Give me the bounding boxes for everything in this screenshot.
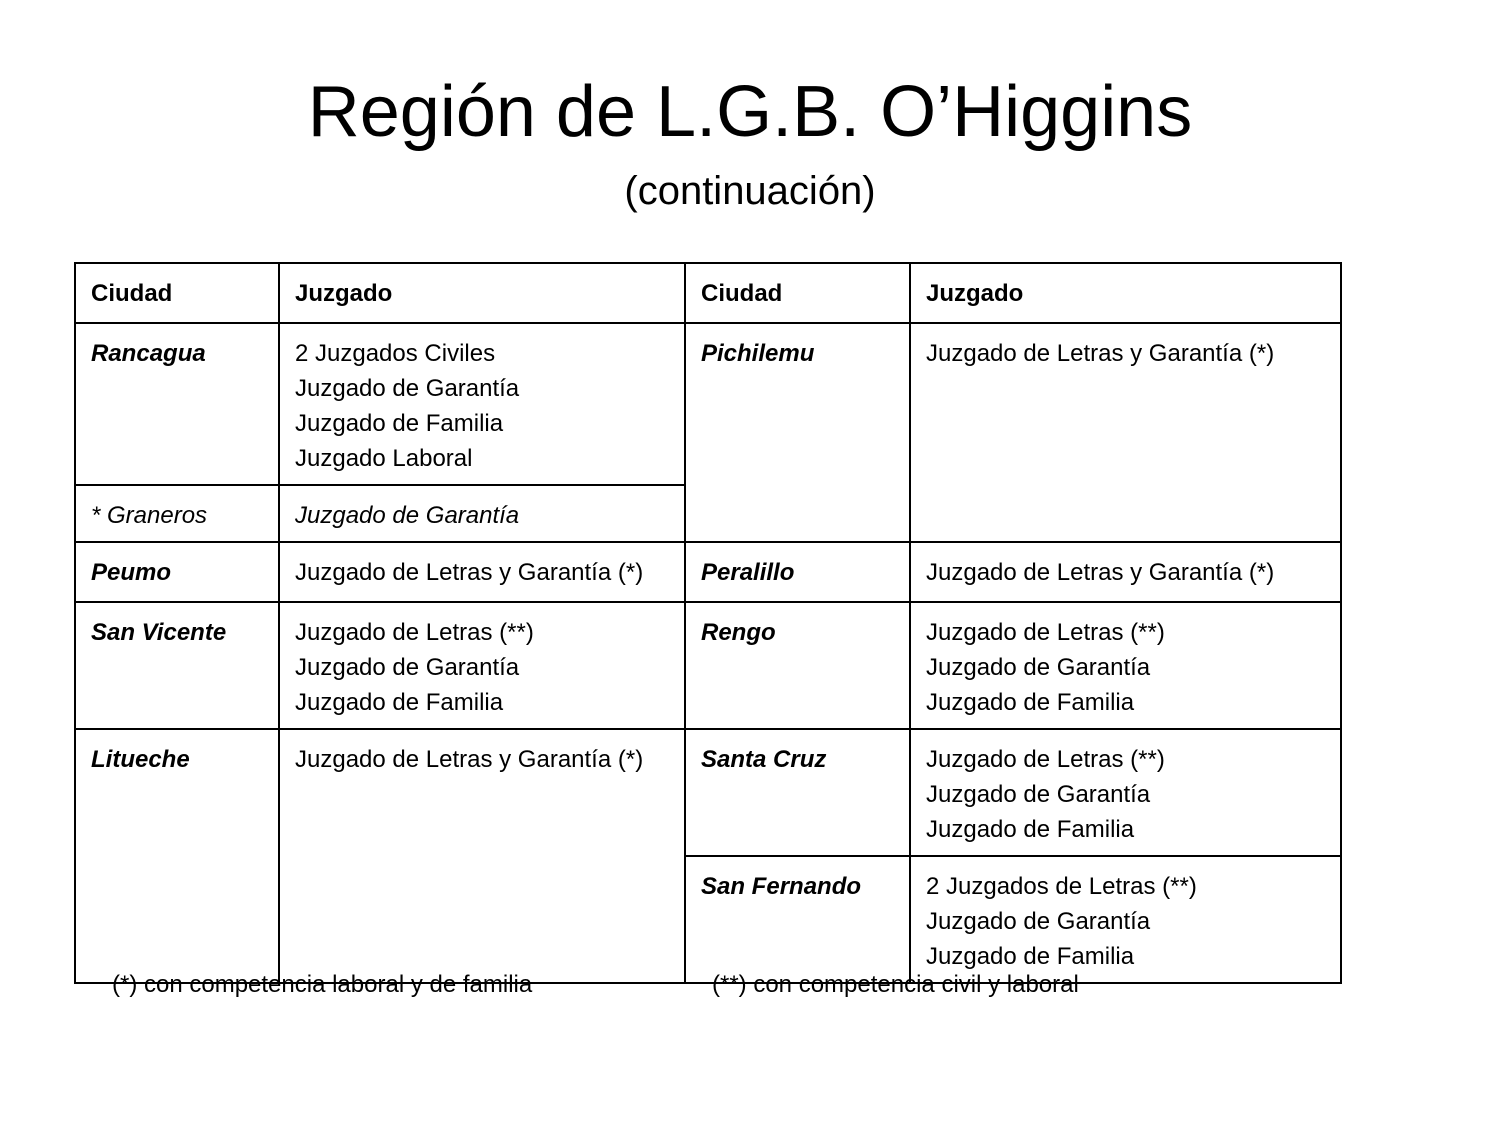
court-item: Juzgado de Garantía [926, 908, 1151, 935]
city-name: San Fernando [701, 873, 862, 900]
city-name: Rengo [701, 619, 776, 646]
city-cell [75, 485, 279, 542]
court-item: Juzgado de Letras y Garantía (*) [295, 746, 644, 773]
courts-cell [279, 323, 685, 485]
court-item: Juzgado de Familia [295, 689, 504, 716]
courts-cell [910, 602, 1341, 729]
courts-cell [279, 485, 685, 542]
city-name: Peumo [91, 559, 172, 586]
court-item: 2 Juzgados Civiles [295, 340, 496, 367]
court-item: Juzgado de Garantía [295, 502, 520, 529]
page-title: Región de L.G.B. O’Higgins [307, 72, 1193, 152]
city-cell [75, 542, 279, 602]
city-cell [685, 323, 910, 542]
header-juzgado: Juzgado [910, 263, 1341, 323]
courts-cell [279, 602, 685, 729]
courts-cell [279, 729, 685, 983]
court-item: Juzgado de Letras y Garantía (*) [295, 559, 644, 586]
footnote-single-asterisk: (*) con competencia laboral y de familia [112, 971, 533, 998]
court-item: Juzgado de Letras (**) [295, 619, 534, 646]
table-row [75, 542, 1341, 602]
court-item: Juzgado de Familia [926, 816, 1135, 843]
table-row [75, 729, 1341, 856]
court-item: Juzgado Laboral [295, 445, 473, 472]
table-row [75, 602, 1341, 729]
footnote-double-asterisk: (**) con competencia civil y laboral [712, 971, 1079, 998]
courts-cell [910, 729, 1341, 856]
table-header-row [75, 263, 1341, 323]
city-cell [685, 542, 910, 602]
city-cell [685, 602, 910, 729]
courts-cell [279, 542, 685, 602]
city-name: Santa Cruz [701, 746, 827, 773]
city-cell [685, 729, 910, 856]
court-item: Juzgado de Letras y Garantía (*) [926, 340, 1275, 367]
city-name: Litueche [91, 746, 190, 773]
city-cell [75, 323, 279, 485]
city-name: * Graneros [91, 502, 208, 529]
city-name: San Vicente [91, 619, 227, 646]
city-name: Rancagua [91, 340, 206, 367]
city-name: Pichilemu [701, 340, 815, 367]
court-item: Juzgado de Garantía [926, 781, 1151, 808]
courts-cell [910, 542, 1341, 602]
courts-cell [910, 323, 1341, 542]
header-ciudad: Ciudad [75, 263, 279, 323]
court-item: Juzgado de Garantía [926, 654, 1151, 681]
city-name: Peralillo [701, 559, 795, 586]
court-item: Juzgado de Familia [926, 689, 1135, 716]
court-item: Juzgado de Garantía [295, 654, 520, 681]
header-juzgado: Juzgado [279, 263, 685, 323]
city-cell [75, 729, 279, 983]
court-item: Juzgado de Letras (**) [926, 619, 1165, 646]
court-item: Juzgado de Familia [295, 410, 504, 437]
court-item: Juzgado de Garantía [295, 375, 520, 402]
court-item: 2 Juzgados de Letras (**) [926, 873, 1197, 900]
city-cell [685, 856, 910, 983]
page-subtitle: (continuación) [624, 169, 876, 213]
court-item: Juzgado de Familia [926, 943, 1135, 970]
courts-table [74, 262, 1342, 984]
city-cell [75, 602, 279, 729]
table-row [75, 323, 1341, 485]
header-ciudad: Ciudad [685, 263, 910, 323]
court-item: Juzgado de Letras (**) [926, 746, 1165, 773]
courts-cell [910, 856, 1341, 983]
court-item: Juzgado de Letras y Garantía (*) [926, 559, 1275, 586]
